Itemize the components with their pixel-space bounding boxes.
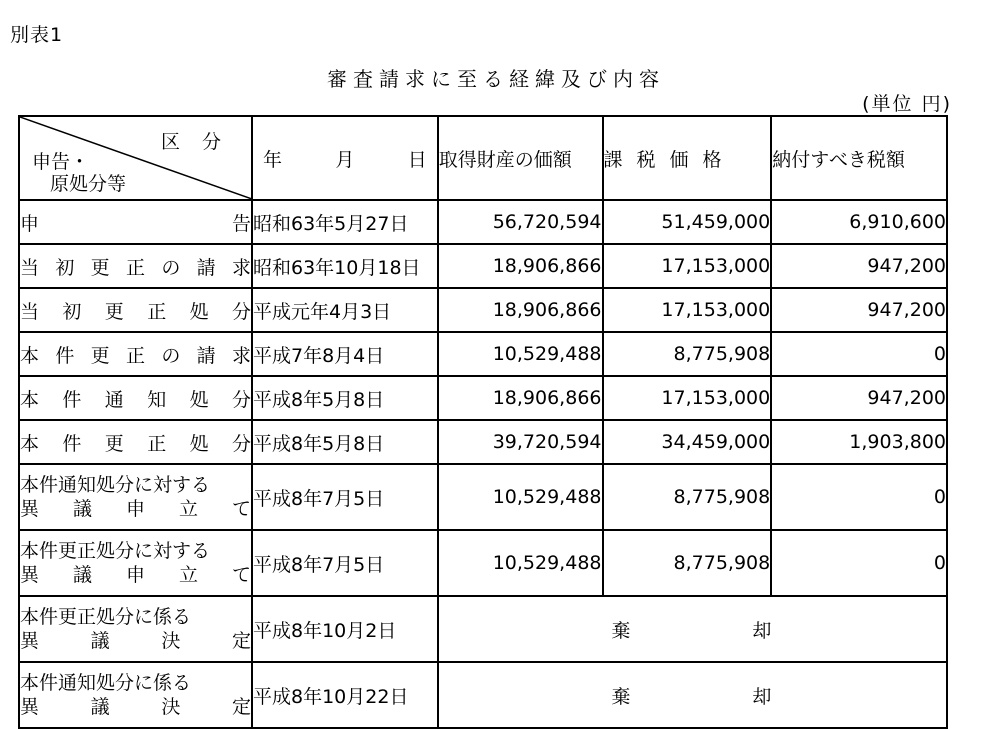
row-label-line1: 本件更正処分に係る bbox=[20, 606, 192, 628]
unit-label: (単位 円) bbox=[862, 93, 952, 115]
row-tax: 0 bbox=[771, 464, 947, 530]
decision-char-b: 却 bbox=[752, 619, 774, 642]
header-month: 月 bbox=[335, 148, 355, 171]
row-date: 平成8年7月5日 bbox=[252, 530, 438, 596]
row-acquisition: 39,720,594 bbox=[438, 420, 603, 464]
row-label: 当初更正の請求 bbox=[19, 244, 252, 288]
row-acquisition: 18,906,866 bbox=[438, 244, 603, 288]
row-label bbox=[19, 596, 252, 662]
table-row bbox=[19, 662, 947, 728]
row-tax: 0 bbox=[771, 332, 947, 376]
row-label: 本件更正の請求 bbox=[19, 332, 252, 376]
row-tax: 947,200 bbox=[771, 244, 947, 288]
table-row bbox=[19, 288, 947, 332]
header-taxable: 課税価格 bbox=[603, 116, 772, 200]
table-row bbox=[19, 464, 947, 530]
row-label bbox=[19, 464, 252, 530]
row-decision bbox=[438, 596, 947, 662]
table-row bbox=[19, 596, 947, 662]
row-label: 当初更正処分 bbox=[19, 288, 252, 332]
page-title: 審査請求に至る経緯及び内容 bbox=[327, 67, 665, 91]
header-tax-due: 納付すべき税額 bbox=[771, 116, 947, 200]
appendix-label: 別表1 bbox=[10, 24, 64, 46]
row-date: 平成8年7月5日 bbox=[252, 464, 438, 530]
table-row bbox=[19, 530, 947, 596]
row-label-line2: 異議申立て bbox=[20, 564, 251, 586]
row-taxable: 34,459,000 bbox=[603, 420, 772, 464]
row-taxable: 17,153,000 bbox=[603, 376, 772, 420]
table-row bbox=[19, 332, 947, 376]
row-date: 平成8年10月2日 bbox=[252, 596, 438, 662]
row-label-line1: 本件通知処分に対する bbox=[20, 474, 211, 496]
row-date: 昭和63年10月18日 bbox=[252, 244, 438, 288]
row-taxable: 51,459,000 bbox=[603, 200, 772, 244]
row-acquisition: 10,529,488 bbox=[438, 332, 603, 376]
row-taxable: 17,153,000 bbox=[603, 288, 772, 332]
header-genshobun: 原処分等 bbox=[50, 173, 127, 195]
decision-char-a: 棄 bbox=[611, 619, 633, 642]
row-date: 平成7年8月4日 bbox=[252, 332, 438, 376]
row-acquisition: 10,529,488 bbox=[438, 530, 603, 596]
header-acquisition: 取得財産の価額 bbox=[438, 116, 603, 200]
row-label bbox=[19, 530, 252, 596]
row-label-line2: 異議決定 bbox=[20, 696, 251, 718]
row-date: 平成元年4月3日 bbox=[252, 288, 438, 332]
table-row bbox=[19, 376, 947, 420]
row-label-line2: 異議決定 bbox=[20, 630, 251, 652]
row-label-line1: 本件更正処分に対する bbox=[20, 540, 211, 562]
decision-char-b: 却 bbox=[752, 685, 774, 708]
row-date: 平成8年5月8日 bbox=[252, 420, 438, 464]
header-shinkoku: 申告・ bbox=[32, 151, 90, 173]
row-label bbox=[19, 662, 252, 728]
row-taxable: 8,775,908 bbox=[603, 332, 772, 376]
row-label-line1: 本件通知処分に係る bbox=[20, 672, 192, 694]
table-header-row bbox=[19, 116, 947, 200]
table-row bbox=[19, 420, 947, 464]
row-label: 本件更正処分 bbox=[19, 420, 252, 464]
table-row bbox=[19, 244, 947, 288]
row-tax: 0 bbox=[771, 530, 947, 596]
row-tax: 947,200 bbox=[771, 288, 947, 332]
header-year: 年 bbox=[263, 148, 283, 171]
row-label: 本件通知処分 bbox=[19, 376, 252, 420]
row-tax: 947,200 bbox=[771, 376, 947, 420]
row-acquisition: 10,529,488 bbox=[438, 464, 603, 530]
row-acquisition: 18,906,866 bbox=[438, 288, 603, 332]
row-label-line2: 異議申立て bbox=[20, 498, 251, 520]
row-decision bbox=[438, 662, 947, 728]
row-taxable: 8,775,908 bbox=[603, 530, 772, 596]
row-tax: 6,910,600 bbox=[771, 200, 947, 244]
row-date: 平成8年10月22日 bbox=[252, 662, 438, 728]
row-taxable: 17,153,000 bbox=[603, 244, 772, 288]
row-tax: 1,903,800 bbox=[771, 420, 947, 464]
header-kubun: 区分 bbox=[160, 131, 243, 153]
header-diagonal-cell bbox=[19, 116, 252, 200]
header-date bbox=[252, 116, 438, 200]
header-day: 日 bbox=[407, 148, 427, 171]
row-date: 平成8年5月8日 bbox=[252, 376, 438, 420]
row-taxable: 8,775,908 bbox=[603, 464, 772, 530]
history-table bbox=[18, 115, 948, 729]
row-acquisition: 18,906,866 bbox=[438, 376, 603, 420]
table-row bbox=[19, 200, 947, 244]
decision-char-a: 棄 bbox=[611, 685, 633, 708]
row-date: 昭和63年5月27日 bbox=[252, 200, 438, 244]
row-label: 申告 bbox=[19, 200, 252, 244]
row-acquisition: 56,720,594 bbox=[438, 200, 603, 244]
